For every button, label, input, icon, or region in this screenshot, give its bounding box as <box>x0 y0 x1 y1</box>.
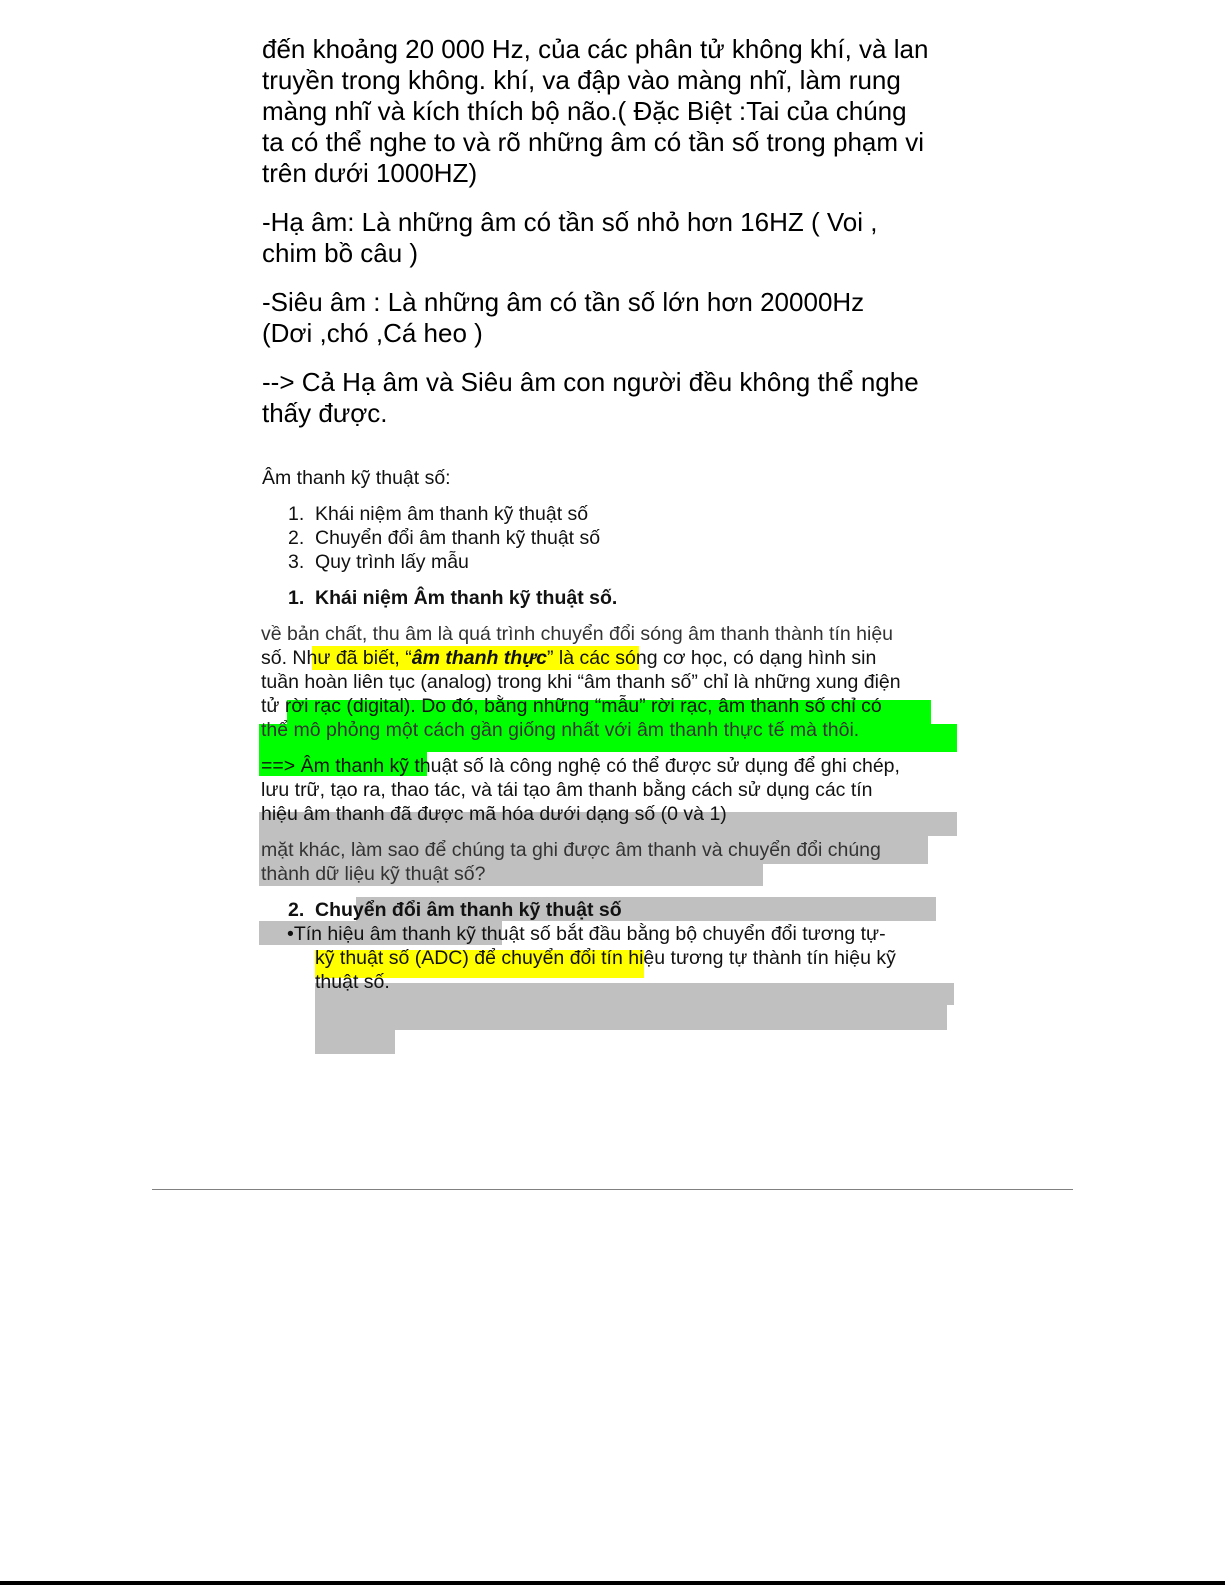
outline-text: Chuyển đổi âm thanh kỹ thuật số <box>315 527 601 549</box>
outline-item <box>288 550 469 574</box>
conclusion-line: thấy được. <box>262 398 388 428</box>
bottom-border <box>0 1581 1225 1585</box>
paragraph-line: màng nhĩ và kích thích bộ não.( Đặc Biệt :Tai của chúng <box>262 96 907 126</box>
bullet-line: thuật số. <box>315 971 390 993</box>
bullet-line: •Tín hiệu âm thanh kỹ thuật số bắt đầu bằng bộ chuyển đổi tương tự- <box>287 923 886 945</box>
ha-am-line: chim bồ câu ) <box>262 238 419 268</box>
paragraph-line: ==> Âm thanh kỹ thuật số là công nghệ có thể được sử dụng để ghi chép, <box>261 755 900 777</box>
paragraph-line <box>261 646 876 670</box>
page-separator <box>152 1189 1073 1190</box>
paragraph-line: thành dữ liệu kỹ thuật số? <box>261 863 486 885</box>
text-run: ” là các sóng cơ học, có dạng hình sin <box>546 647 877 669</box>
bullet-line: kỹ thuật số (ADC) để chuyển đổi tín hiệu tương tự thành tín hiệu kỹ <box>315 947 896 969</box>
sieu-am-line: -Siêu âm : Là những âm có tần số lớn hơn 20000Hz <box>262 287 865 317</box>
grey-highlight <box>315 1030 395 1054</box>
conclusion-line: --> Cả Hạ âm và Siêu âm con người đều không thể nghe <box>262 367 919 397</box>
paragraph-line: lưu trữ, tạo ra, thao tác, và tái tạo âm thanh bằng cách sử dụng các tín <box>261 779 873 801</box>
outline-text: Khái niệm âm thanh kỹ thuật số <box>315 503 589 525</box>
paragraph-line: tử rời rạc (digital). Do đó, bằng những “mẫu” rời rạc, âm thanh số chỉ có <box>261 695 882 717</box>
heading-text: Chuyển đổi âm thanh kỹ thuật số <box>315 899 622 921</box>
paragraph-line: thể mô phỏng một cách gần giống nhất với âm thanh thực tế mà thôi. <box>261 719 860 741</box>
emphasis-text: âm thanh thực <box>411 647 547 669</box>
text-run: số. Như đã biết, “ <box>261 647 412 669</box>
heading-text: Khái niệm Âm thanh kỹ thuật số. <box>315 587 618 609</box>
outline-number: 1. <box>288 503 305 525</box>
sieu-am-line: (Dơi ,chó ,Cá heo ) <box>262 318 483 348</box>
heading-number: 1. <box>288 587 305 609</box>
heading-1 <box>288 586 617 610</box>
outline-text: Quy trình lấy mẫu <box>315 551 469 573</box>
outline-number: 2. <box>288 527 305 549</box>
paragraph-line: hiệu âm thanh đã được mã hóa dưới dạng số (0 và 1) <box>261 803 727 825</box>
outline-number: 3. <box>288 551 305 573</box>
paragraph-line: đến khoảng 20 000 Hz, của các phân tử không khí, và lan <box>262 34 929 64</box>
section-title: Âm thanh kỹ thuật số: <box>262 467 451 489</box>
outline-item <box>288 526 600 550</box>
outline-item <box>288 502 588 526</box>
grey-highlight <box>315 983 954 1005</box>
paragraph-line: mặt khác, làm sao để chúng ta ghi được âm thanh và chuyển đổi chúng <box>261 839 881 861</box>
paragraph-line: tuần hoàn liên tục (analog) trong khi “âm thanh số” chỉ là những xung điện <box>261 671 901 693</box>
paragraph-line: ta có thể nghe to và rõ những âm có tần số trong phạm vi <box>262 127 925 157</box>
paragraph-line: truyền trong không. khí, va đập vào màng nhĩ, làm rung <box>262 65 901 95</box>
grey-highlight <box>315 1005 947 1030</box>
paragraph-line: về bản chất, thu âm là quá trình chuyển đổi sóng âm thanh thành tín hiệu <box>261 623 894 645</box>
ha-am-line: -Hạ âm: Là những âm có tần số nhỏ hơn 16HZ ( Voi , <box>262 207 878 237</box>
paragraph-line: trên dưới 1000HZ) <box>262 158 478 188</box>
heading-2 <box>288 898 622 922</box>
heading-number: 2. <box>288 899 305 921</box>
